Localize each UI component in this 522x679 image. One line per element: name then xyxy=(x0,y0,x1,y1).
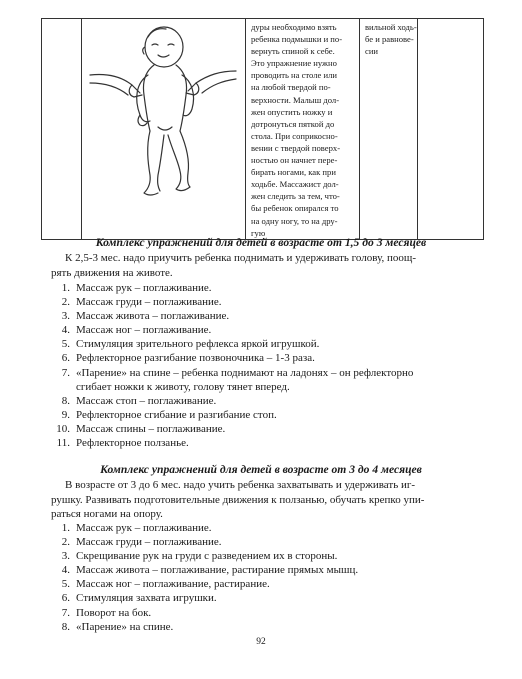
cell-text-line: на одну ногу, то на дру- xyxy=(251,215,338,226)
cell-text-line: дотронуться пяткой до xyxy=(251,118,335,129)
section1-exercise-list xyxy=(51,281,488,450)
page-number: 92 xyxy=(256,637,266,647)
list-item-number: 3. xyxy=(61,550,70,563)
section2-exercise-list xyxy=(51,521,488,634)
cell-text-line: жен опустить ножку и xyxy=(251,106,333,117)
list-item-number: 8. xyxy=(61,394,70,407)
list-item-number: 1. xyxy=(61,282,70,294)
cell-text-line: проводить на столе или xyxy=(251,70,337,81)
list-item xyxy=(51,281,488,295)
list-item-text: Скрещивание рук на груди с разведением их в стороны. xyxy=(76,550,338,563)
list-item-continuation: сгибает ножки к животу, голову тянет вперед. xyxy=(76,380,290,393)
list-item xyxy=(51,620,488,634)
list-item xyxy=(51,563,488,577)
list-item-text: Массаж груди – поглаживание. xyxy=(76,296,222,309)
section2-intro xyxy=(51,478,488,522)
list-item xyxy=(51,351,488,365)
list-item-number: 5. xyxy=(61,338,70,351)
list-item xyxy=(51,309,488,323)
list-item xyxy=(51,422,488,436)
list-item-number: 8. xyxy=(61,620,70,633)
list-item-text: Рефлекторное разгибание позвоночника – 1-3 раза. xyxy=(76,352,315,365)
list-item-text: Массаж спины – поглаживание. xyxy=(76,422,226,435)
list-item-number: 4. xyxy=(61,564,70,577)
list-item xyxy=(51,337,488,351)
list-item-number: 5. xyxy=(61,578,70,591)
list-item-number: 6. xyxy=(61,352,70,365)
list-item xyxy=(51,436,488,450)
cell-text-line: бирать ногами, как при xyxy=(251,167,336,178)
list-item xyxy=(51,295,488,309)
list-item xyxy=(51,606,488,620)
intro-line: В возрасте от 3 до 6 мес. надо учить ребенка захватывать и удерживать иг- xyxy=(65,479,416,491)
list-item-number: 11. xyxy=(56,437,70,450)
cell-text-line: вернуть спиной к себе. xyxy=(251,46,335,57)
table-cell-number xyxy=(42,19,82,240)
table-cell-notes xyxy=(418,19,484,240)
cell-text-line: верхности. Малыш дол- xyxy=(251,94,340,105)
list-item-text: Поворот на бок. xyxy=(76,606,152,619)
cell-text-line: жен следить за тем, что- xyxy=(251,191,340,202)
cell-text-line: на любой твердой по- xyxy=(251,82,331,93)
list-item-number: 6. xyxy=(61,592,70,605)
list-item xyxy=(51,549,488,563)
baby-supported-illustration xyxy=(88,23,238,203)
cell-text-line: гую xyxy=(251,227,266,238)
cell-text-line: дуры необходимо взять xyxy=(251,22,337,32)
list-item-number: 2. xyxy=(61,296,70,309)
list-item-text: Массаж живота – поглаживание. xyxy=(76,310,230,323)
list-item xyxy=(51,366,488,394)
list-item-text: Рефлекторное сгибание и разгибание стоп. xyxy=(76,408,277,421)
list-item-number: 9. xyxy=(61,408,70,421)
list-item-text: Массаж стоп – поглаживание. xyxy=(76,394,217,407)
list-item-text: Массаж ног – поглаживание, растирание. xyxy=(76,578,270,591)
exercise-table-fragment xyxy=(41,18,484,240)
cell-text-line: ребенка подмышки и по- xyxy=(251,34,343,45)
cell-text-line: сии xyxy=(365,46,379,57)
table-row xyxy=(42,19,484,240)
cell-text-line: ностью он начнет пере- xyxy=(251,155,338,166)
list-item-text: Массаж живота – поглаживание, растирание прямых мышц. xyxy=(76,564,359,577)
section1-intro xyxy=(51,251,488,280)
list-item-number: 7. xyxy=(61,366,70,379)
list-item xyxy=(51,521,488,535)
table-cell-illustration xyxy=(82,19,246,240)
cell-text-line: вении с твердой поверх- xyxy=(251,142,341,153)
list-item-number: 3. xyxy=(61,310,70,323)
list-item-number: 10. xyxy=(56,422,70,435)
intro-line: К 2,5-3 мес. надо приучить ребенка поднимать и удерживать голову, поощ- xyxy=(65,252,416,264)
list-item-number: 2. xyxy=(61,536,70,549)
list-item xyxy=(51,535,488,549)
list-item-text: «Парение» на спине. xyxy=(76,620,174,633)
cell-text-line: вильной ходь- xyxy=(365,22,417,32)
intro-line: рять движения на животе. xyxy=(51,266,173,279)
cell-text-line: Это упражнение нужно xyxy=(251,58,337,69)
list-item-text: Массаж груди – поглаживание. xyxy=(76,536,222,549)
list-item xyxy=(51,577,488,591)
list-item xyxy=(51,394,488,408)
list-item-text: Стимуляция зрительного рефлекса яркой игрушкой. xyxy=(76,338,320,351)
intro-line: раться ногами на опору. xyxy=(51,508,163,520)
cell-text-line: ходьбе. Массажист дол- xyxy=(251,179,339,190)
table-cell-description xyxy=(246,19,360,240)
list-item-number: 1. xyxy=(61,522,70,534)
list-item-number: 7. xyxy=(61,606,70,619)
cell-text-line: бы ребенок опирался то xyxy=(251,203,339,214)
list-item-text: Массаж ног – поглаживание. xyxy=(76,324,212,337)
table-cell-purpose xyxy=(360,19,418,240)
list-item-text: Массаж рук – поглаживание. xyxy=(76,522,212,534)
list-item-number: 4. xyxy=(61,324,70,337)
list-item-text: Стимуляция захвата игрушки. xyxy=(76,592,217,605)
cell-text-line: бе и равнове- xyxy=(365,34,414,45)
list-item xyxy=(51,591,488,605)
list-item xyxy=(51,323,488,337)
intro-line: рушку. Развивать подготовительные движения к ползанью, обучать крепко упи- xyxy=(51,493,425,506)
list-item-text: «Парение» на спине – ребенка поднимают на ладонях – он рефлекторно xyxy=(76,366,414,379)
section-heading-1-5-to-3-months: Комплекс упражнений для детей в возрасте от 1,5 до 3 месяцев xyxy=(95,236,427,249)
list-item-text: Рефлекторное ползанье. xyxy=(76,437,189,450)
list-item xyxy=(51,408,488,422)
cell-text-line: стола. При соприкосно- xyxy=(251,130,338,141)
section-heading-3-to-4-months: Комплекс упражнений для детей в возрасте от 3 до 4 месяцев xyxy=(100,463,422,476)
list-item-text: Массаж рук – поглаживание. xyxy=(76,282,212,294)
